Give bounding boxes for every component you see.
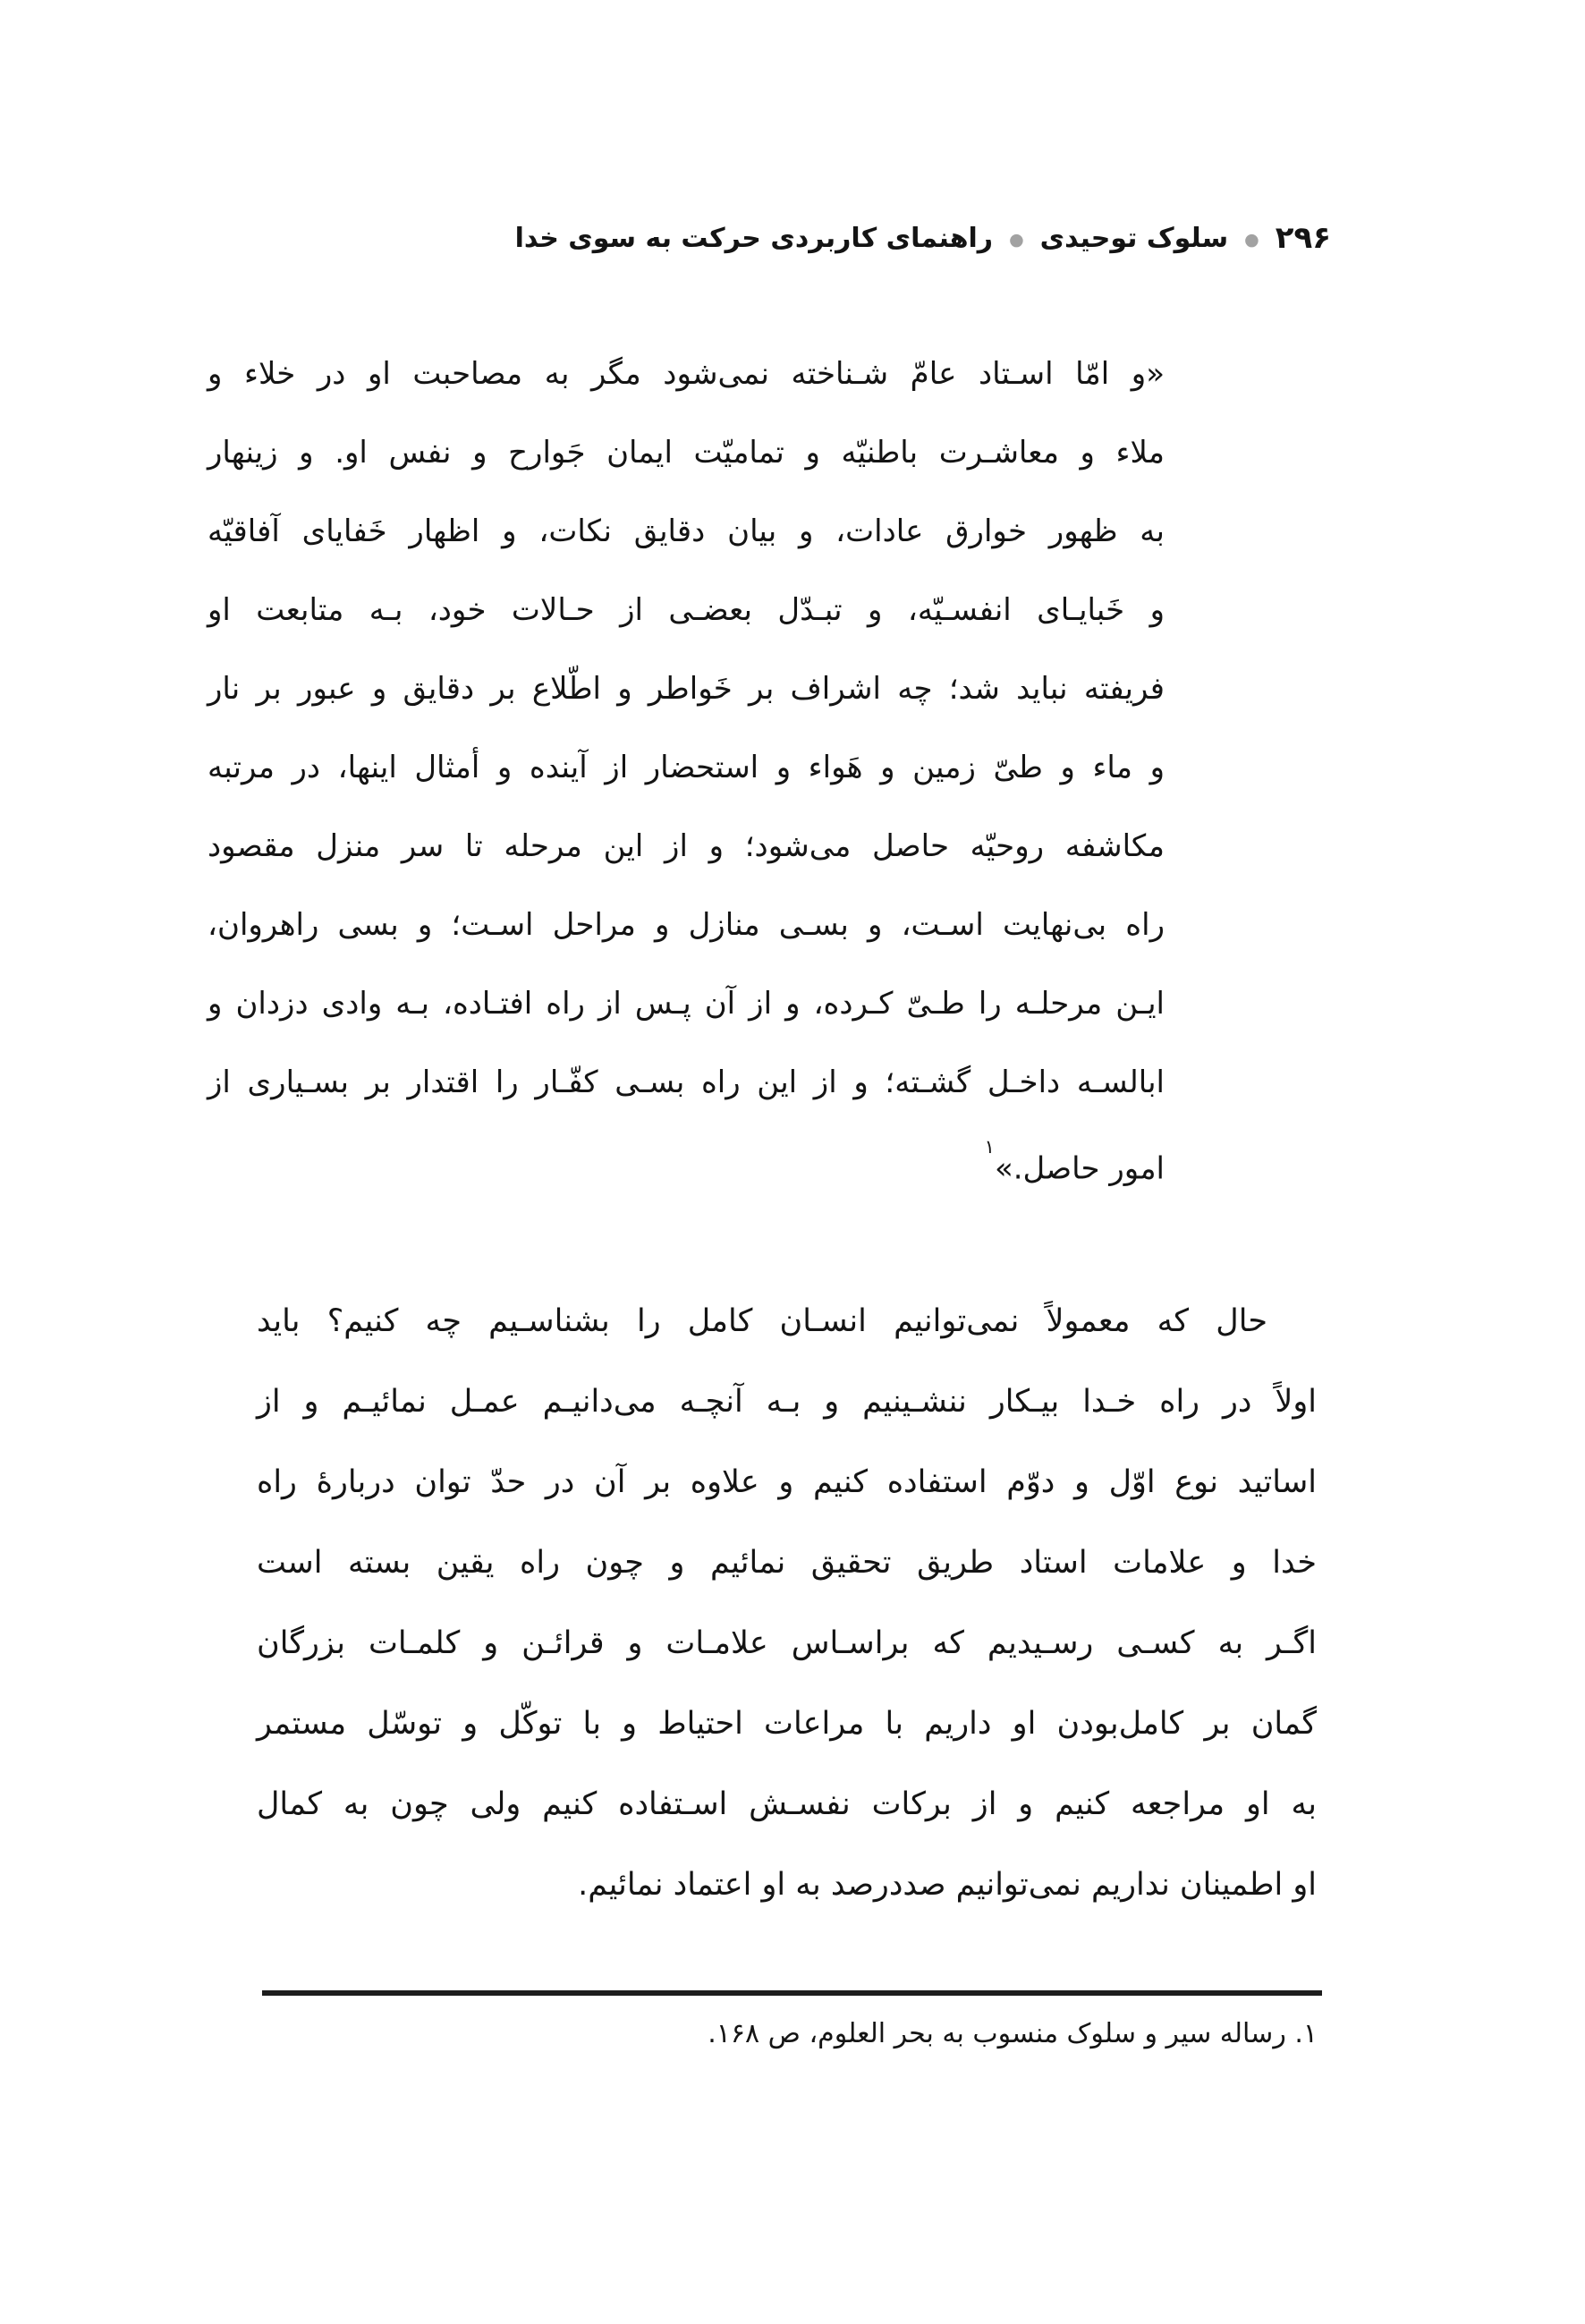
body-line: حال که معمولاً نمی‌توانیم انسـان کامل را بشناسـیم چه کنیم؟ باید — [257, 1303, 1267, 1339]
running-head — [515, 220, 1331, 256]
footnote-divider — [262, 1990, 1322, 1996]
block-quote — [208, 335, 1165, 1200]
quote-line: ابالسـه داخـل گشـته؛ و از این راه بسـی کفّـار را اقتدار بر بسـیاری از — [208, 1064, 1165, 1100]
quote-closing-text: امور حاصل.» — [994, 1150, 1165, 1187]
body-line: اولاً در راه خـدا بیـکار ننشـینیم و بـه آنچـه می‌دانیـم عمـل نمائیـم و از — [257, 1384, 1317, 1420]
quote-line: فریفته نباید شد؛ چه اشراف بر خَواطر و اطّلاع بر دقایق و عبور بر نار — [208, 671, 1165, 707]
quote-line: «و امّا اسـتاد عامّ شـناخته نمی‌شود مگر به مصاحبت او در خلاء و — [208, 356, 1165, 392]
quote-line: ملاء و معاشـرت باطنیّه و تمامیّت ایمان جَوارح و نفس او. و زینهار — [208, 435, 1165, 471]
body-line: اگـر به کسـی رسـیدیم که براسـاس علامـات و قرائـن و کلمـات بزرگان — [257, 1625, 1317, 1661]
header-bullet-icon: ● — [1244, 229, 1259, 250]
body-line: به او مراجعه کنیم و از برکات نفسـش اسـتفاده کنیم ولی چون به کمال — [257, 1786, 1317, 1822]
quote-line: و ماء و طیّ زمین و هَواء و استحضار از آینده و أمثال اینها، در مرتبه — [208, 750, 1165, 785]
book-subtitle: راهنمای کاربردی حرکت به سوی خدا — [514, 222, 994, 254]
body-line: اساتید نوع اوّل و دوّم استفاده کنیم و علاوه بر آن در حدّ توان دربارهٔ راه — [257, 1464, 1317, 1500]
body-line: گمان بر کامل‌بودن او داریم با مراعات احتیاط و با توکّل و توسّل مستمر — [257, 1706, 1317, 1742]
header-bullet-icon: ● — [1009, 229, 1024, 250]
quote-line: مکاشفه روحیّه حاصل می‌شود؛ و از این مرحله تا سر منزل مقصود — [208, 828, 1165, 864]
footnote-text: ۱. رساله سیر و سلوک منسوب به بحر العلوم، ص ۱۶۸. — [708, 2018, 1318, 2049]
quote-line: ایـن مرحلـه را طـیّ کـرده، و از آن پـس از راه افتـاده، بـه وادی دزدان و — [208, 986, 1165, 1022]
quote-line: و خَبایـای انفسـیّه، و تبـدّل بعضـی از حـالات خود، بـه متابعت او — [208, 592, 1165, 628]
footnote — [708, 2014, 1318, 2054]
quote-line — [208, 1122, 1165, 1200]
quote-line: به ظهور خوارق عادات، و بیان دقایق نکات، و اظهار خَفایای آفاقیّه — [208, 513, 1165, 549]
body-line: خدا و علامات استاد طریق تحقیق نمائیم و چون راه یقین بسته است — [257, 1545, 1317, 1581]
body-paragraph — [257, 1281, 1317, 1925]
page-number: ۲۹۶ — [1275, 220, 1331, 256]
body-line: او اطمینان نداریم نمی‌توانیم صددرصد به او اعتماد نمائیم. — [578, 1867, 1317, 1903]
quote-line: راه بی‌نهایت اسـت، و بسـی منازل و مراحل اسـت؛ و بسی راهروان، — [208, 907, 1165, 943]
footnote-reference-marker: ۱ — [984, 1136, 995, 1158]
book-title: سلوک توحیدی — [1039, 222, 1229, 254]
